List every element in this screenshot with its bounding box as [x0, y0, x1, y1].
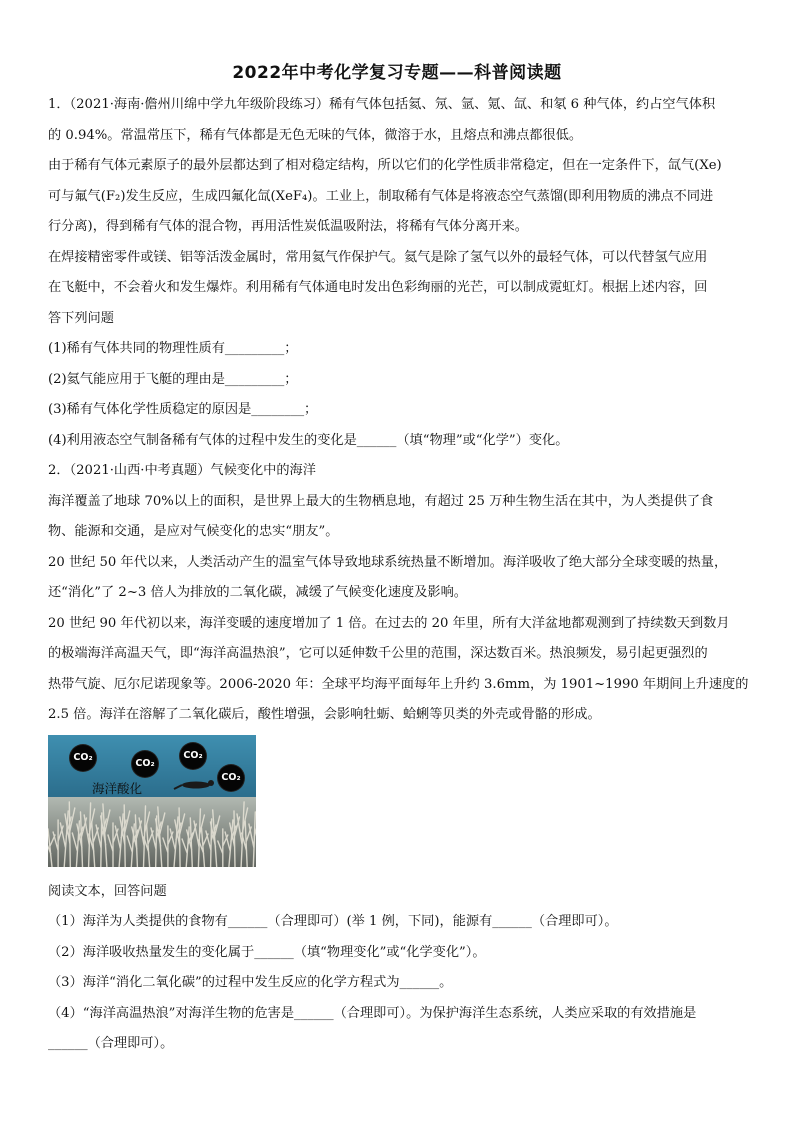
- figure-caption: 海洋酸化: [92, 780, 143, 796]
- q1-line-9: (1)稀有气体共同的物理性质有_________；: [48, 341, 298, 356]
- ocean-acidification-figure: [48, 735, 256, 867]
- q2-line-7: 的极端海洋高温天气，即“海洋高温热浪”，它可以延伸数千公里的范围，深达数百米。热浪频发，易引起更强烈的: [48, 646, 708, 661]
- q1-line-1: 1．（2021·海南·儋州川绵中学九年级阶段练习）稀有气体包括氦、氖、氩、氪、氙、和氡 6 种气体，约占空气体积: [48, 97, 716, 112]
- q2-line-2: 海洋覆盖了地球 70%以上的面积，是世界上最大的生物栖息地，有超过 25 万种生物生活在其中，为人类提供了食: [48, 493, 714, 509]
- question-2: [48, 456, 760, 731]
- q2-answer-line-6: ______（合理即可）。: [48, 1036, 174, 1051]
- q2-line-3: 物、能源和交通，是应对气候变化的忠实“朋友”。: [48, 524, 339, 539]
- co2-bubble-3: CO₂: [180, 743, 206, 769]
- question-1: [48, 90, 760, 456]
- q2-line-1: 2．（2021·山西·中考真题）气候变化中的海洋: [48, 463, 316, 478]
- q2-answer-line-1: 阅读文本，回答问题: [48, 883, 167, 899]
- document-body: [48, 90, 760, 1060]
- co2-bubble-2: CO₂: [132, 751, 158, 777]
- q2-line-9: 2.5 倍。海洋在溶解了二氧化碳后，酸性增强，会影响牡蛎、蛤蜊等贝类的外壳或骨骼的形成。: [48, 707, 601, 722]
- q2-answer-line-4: （3）海洋“消化二氧化碳”的过程中发生反应的化学方程式为______。: [48, 975, 453, 990]
- q2-line-6: 20 世纪 90 年代初以来，海洋变暖的速度增加了 1 倍。在过去的 20 年里，所有大洋盆地都观测到了持续数天到数月: [48, 615, 730, 631]
- q1-line-10: (2)氦气能应用于飞艇的理由是_________；: [48, 371, 298, 387]
- q1-line-5: 行分离)，得到稀有气体的混合物，再用活性炭低温吸附法，将稀有气体分离开来。: [48, 219, 528, 234]
- q2-answer-line-2: （1）海洋为人类提供的食物有______（合理即可）(举 1 例，下同)，能源有______（合理即可）。: [48, 914, 618, 929]
- q1-line-8: 答下列问题: [48, 310, 114, 326]
- q2-line-4: 20 世纪 50 年代以来，人类活动产生的温室气体导致地球系统热量不断增加。海洋吸收了绝大部分全球变暖的热量，: [48, 554, 728, 570]
- q2-line-8: 热带气旋、厄尔尼诺现象等。2006-2020 年：全球平均海平面每年上升约 3.6mm，为 1901~1990 年期间上升速度的: [48, 676, 749, 692]
- q1-line-12: (4)利用液态空气制备稀有气体的过程中发生的变化是______（填“物理”或“化学”）变化。: [48, 432, 569, 448]
- q1-line-4: 可与氟气(F₂)发生反应，生成四氟化氙(XeF₄)。工业上，制取稀有气体是将液态空气蒸馏(即利用物质的沸点不同进: [48, 188, 714, 204]
- q1-line-6: 在焊接精密零件或镁、铝等活泼金属时，常用氦气作保护气。氦气是除了氢气以外的最轻气体，可以代替氢气应用: [48, 249, 708, 265]
- document-title: 2022年中考化学复习专题——科普阅读题: [232, 63, 562, 83]
- q1-line-11: (3)稀有气体化学性质稳定的原因是________；: [48, 402, 318, 417]
- q1-line-3: 由于稀有气体元素原子的最外层都达到了相对稳定结构，所以它们的化学性质非常稳定，但在一定条件下，氙气(Xe): [48, 158, 722, 173]
- q1-line-2: 的 0.94%。常温常压下，稀有气体都是无色无味的气体，微溶于水，且熔点和沸点都很低。: [48, 127, 583, 143]
- q1-line-7: 在飞艇中，不会着火和发生爆炸。利用稀有气体通电时发出色彩绚丽的光芒，可以制成霓虹灯。根据上述内容，回: [48, 280, 708, 295]
- q2-answer-line-3: （2）海洋吸收热量发生的变化属于______（填“物理变化”或“化学变化”）。: [48, 944, 486, 960]
- co2-bubble-1: CO₂: [70, 745, 96, 771]
- q2-line-5: 还“消化”了 2~3 倍人为排放的二氧化碳，减缓了气候变化速度及影响。: [48, 585, 467, 600]
- question-2-answers: [48, 877, 760, 1060]
- co2-bubble-4: CO₂: [218, 765, 244, 791]
- q2-answer-line-5: （4）“海洋高温热浪”对海洋生物的危害是______（合理即可）。为保护海洋生态系统，人类应采取的有效措施是: [48, 1005, 697, 1021]
